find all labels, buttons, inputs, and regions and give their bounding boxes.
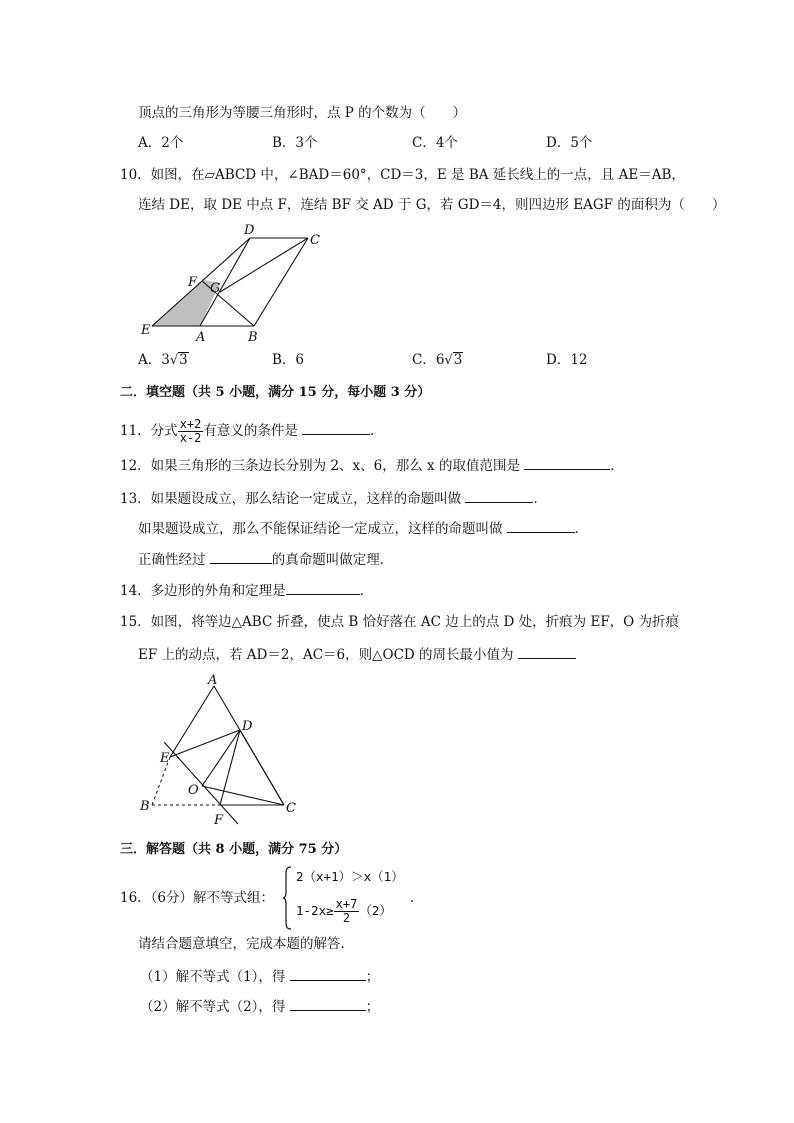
q12 <box>120 455 624 476</box>
label-b: B <box>140 799 150 814</box>
q13-line3-suffix: 的真命题叫做定理． <box>271 552 394 568</box>
q9-option-b: B．3个 <box>272 135 318 151</box>
q10-option-a: A．3√3 <box>138 352 188 368</box>
q11-suffix: 有意义的条件是 <box>203 423 298 439</box>
q10-option-c-radicand: 3 <box>453 352 463 368</box>
q16-step2-blank[interactable] <box>290 996 366 1011</box>
q10-text-line2: 连结 DE，取 DE 中点 F，连结 BF 交 AD 于 G，若 GD＝4，则四边形 EAGF 的面积为（ ） <box>138 197 726 213</box>
q16-step1-blank[interactable] <box>290 966 366 981</box>
label-g: G <box>210 281 221 296</box>
q15-text-line1: 15．如图，将等边△ABC 折叠，使点 B 恰好落在 AC 边上的点 D 处，折痕为 EF，O 为折痕 <box>120 614 680 630</box>
left-brace-icon <box>282 866 292 930</box>
q14-end: ． <box>359 583 374 599</box>
label-b: B <box>248 330 258 345</box>
label-a: A <box>196 330 206 345</box>
q11 <box>120 416 384 446</box>
q14-text: 14．多边形的外角和定理是 <box>120 583 286 599</box>
q16-inequality-1: 2（x+1）＞x（1） <box>296 869 404 884</box>
q16-step1 <box>140 966 379 987</box>
label-d: D <box>242 719 253 734</box>
label-o: O <box>188 783 199 798</box>
q16-step1-text: （1）解不等式（1），得 <box>140 969 286 985</box>
q9-option-c: C．4个 <box>412 135 458 151</box>
q13-answer-blank-3[interactable] <box>210 549 272 564</box>
q16-step2 <box>140 996 379 1017</box>
q15-answer-blank[interactable] <box>518 644 576 659</box>
segment-ab <box>170 686 214 757</box>
q10-option-c-coef: C．6 <box>412 352 445 368</box>
q10-option-a-radicand: 3 <box>179 352 188 368</box>
q15-triangle-figure <box>130 672 310 830</box>
q13-answer-blank-2[interactable] <box>507 518 575 533</box>
q13-line2 <box>138 518 588 539</box>
q11-fraction <box>178 418 204 445</box>
q12-answer-blank[interactable] <box>524 455 610 470</box>
q11-numerator: x+2 <box>179 417 202 431</box>
q16-ineq2-left: 1-2x≥ <box>296 903 334 918</box>
q9-continuation: 顶点的三角形为等腰三角形时，点 P 的个数为（ ） <box>138 105 467 121</box>
q13-line1-end: ． <box>533 491 547 507</box>
q10-option-a-coef: A．3 <box>138 352 170 368</box>
q10-option-c: C．6√3 <box>412 352 463 368</box>
q16-instruction: 请结合题意填空，完成本题的解答． <box>138 936 354 952</box>
segment-oc <box>202 786 284 805</box>
section-3-heading: 三．解答题（共 8 小题，满分 75 分） <box>120 842 348 857</box>
fold-line-ef <box>164 742 238 824</box>
label-e: E <box>141 323 151 338</box>
q11-prefix: 11．分式 <box>120 423 178 439</box>
q10-option-b: B．6 <box>272 352 305 368</box>
label-e: E <box>160 751 170 766</box>
q9-option-d: D．5个 <box>546 135 593 151</box>
q16-step2-end: ； <box>365 999 380 1015</box>
q16-prefix: 16．（6分）解不等式组： <box>120 890 275 906</box>
q14 <box>120 580 373 601</box>
segment-bc <box>254 238 308 326</box>
label-c: C <box>286 801 296 816</box>
label-f: F <box>188 275 198 290</box>
q10-option-d: D．12 <box>546 352 588 368</box>
q16-ineq2-tag: （2） <box>359 903 392 918</box>
label-c: C <box>310 233 320 248</box>
q11-denominator: x-2 <box>179 431 202 445</box>
q10-parallelogram-figure <box>138 220 328 348</box>
q16-step2-text: （2）解不等式（2），得 <box>140 999 286 1015</box>
segment-od <box>202 730 240 786</box>
q10-text-line1: 10．如图，在▱ABCD 中，∠BAD＝60°，CD＝3，E 是 BA 延长线上的一点，且 AE＝AB， <box>120 167 685 183</box>
label-f: F <box>214 813 224 828</box>
label-d: D <box>244 223 255 238</box>
label-a: A <box>208 673 218 688</box>
q16-ineq2-numerator: x+7 <box>335 897 358 911</box>
segment-gc <box>220 238 308 292</box>
segment-ed <box>170 730 240 757</box>
q16-period: ． <box>410 890 424 906</box>
q12-end: ． <box>610 458 624 474</box>
q13-line2-text: 如果题设成立，那么不能保证结论一定成立，这样的命题叫做 <box>138 521 503 537</box>
q15-line2 <box>138 644 576 665</box>
segment-dc <box>240 730 284 805</box>
q11-answer-blank[interactable] <box>302 420 370 435</box>
section-2-heading: 二．填空题（共 5 小题，满分 15 分，每小题 3 分） <box>120 385 431 400</box>
q16-ineq2-denominator: 2 <box>342 911 351 925</box>
q13-line2-end: ． <box>574 521 589 537</box>
q13-line3 <box>138 549 393 570</box>
q9-option-a: A．2个 <box>138 135 184 151</box>
q14-answer-blank[interactable] <box>286 580 360 595</box>
q13-line1 <box>120 488 547 509</box>
q16-step1-end: ； <box>365 969 380 985</box>
q12-text: 12．如果三角形的三条边长分别为 2、x、6，那么 x 的取值范围是 <box>120 458 520 474</box>
q13-line1-text: 13．如果题设成立，那么结论一定成立，这样的命题叫做 <box>120 491 462 507</box>
q16-ineq2-fraction <box>334 898 360 925</box>
q13-answer-blank-1[interactable] <box>465 488 533 503</box>
q16-inequality-2 <box>296 896 392 926</box>
q11-end: ． <box>370 423 384 439</box>
q15-line2-text: EF 上的动点，若 AD＝2，AC＝6，则△OCD 的周长最小值为 <box>138 647 514 663</box>
q13-line3-prefix: 正确性经过 <box>138 552 206 568</box>
